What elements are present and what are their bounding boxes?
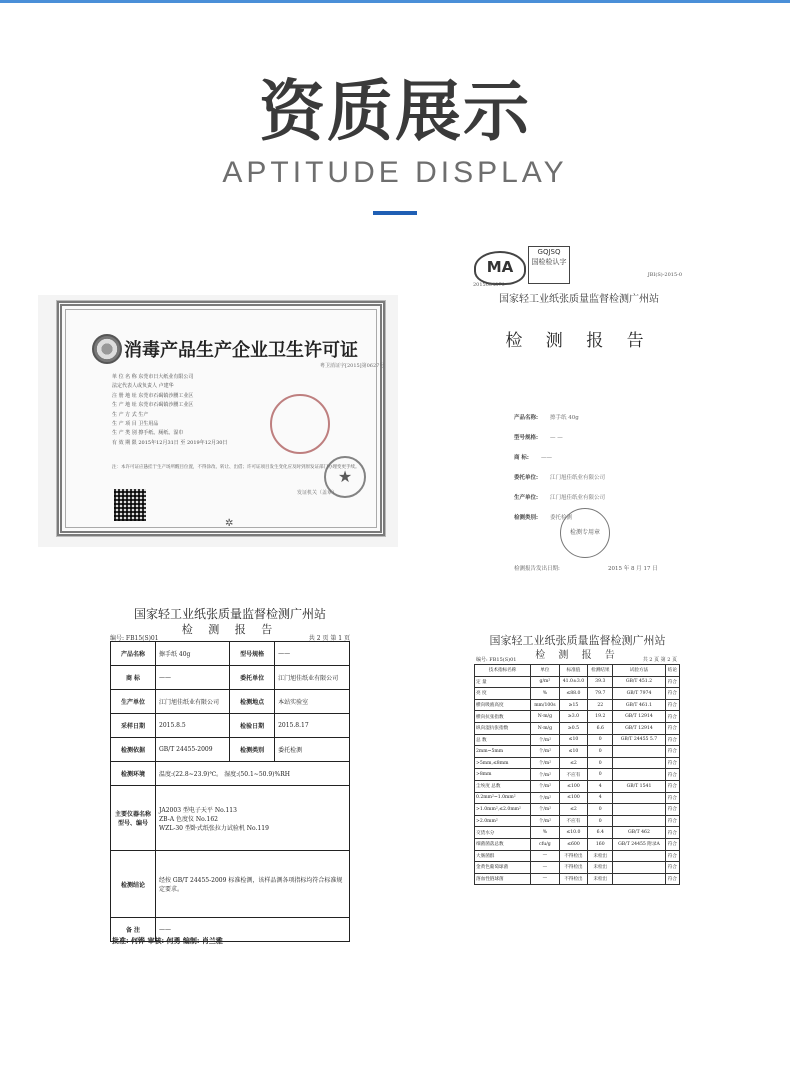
- qr-code-icon: [114, 489, 146, 521]
- title-underline: [373, 211, 417, 215]
- report-code: JBI(S)-2015-0: [647, 272, 682, 278]
- cover-field: 商 标: ——: [514, 455, 552, 461]
- table-cell: 符合: [665, 862, 679, 874]
- issuing-office: 发证机关（盖章）: [297, 490, 338, 496]
- report-organization: 国家轻工业纸张质量监督检测广州站: [499, 294, 659, 305]
- table-cell: 符合: [665, 676, 679, 688]
- table-row: [475, 734, 680, 746]
- table-cell: 符合: [665, 838, 679, 850]
- table-cell: GB/T 7974: [613, 688, 665, 700]
- table-cell: 0: [588, 757, 613, 769]
- table-cell: 个/m²: [531, 746, 560, 758]
- table-row: [475, 711, 680, 723]
- table-row: [475, 827, 680, 839]
- table-cell: GB/T 24455 附录A: [613, 838, 665, 850]
- report-organization: 国家轻工业纸张质量监督检测广州站: [133, 607, 326, 621]
- cover-field: 检测类别: 委托检测: [514, 515, 573, 521]
- table-cell: 不应有: [559, 769, 588, 781]
- table-cell: 0: [588, 734, 613, 746]
- table-cell: 2mm~5mm: [475, 746, 531, 758]
- table-row: [475, 746, 680, 758]
- table-row: [475, 862, 680, 874]
- table-cell: 符合: [665, 873, 679, 885]
- certificate-number: 粤卫消证字[2015]第0627号: [320, 363, 385, 369]
- certificate-row: 有 效 期 限 2015年12月31日 至 2019年12月30日: [112, 439, 228, 446]
- table-cell: 符合: [665, 734, 679, 746]
- hygiene-license-certificate[interactable]: [38, 295, 398, 547]
- table-cell: [613, 792, 665, 804]
- table-row: 采样日期 2015.8.5 检验日期 2015.8.17: [111, 714, 350, 738]
- table-cell: 尘埃度 总数: [475, 780, 531, 792]
- table-cell: 0: [588, 746, 613, 758]
- report-number: 编号: FB15(S)01: [476, 657, 517, 663]
- certificate-row: 生 产 类 别 擦手纸、厕纸、湿巾: [112, 430, 184, 437]
- certificate-frame: [57, 301, 385, 536]
- table-cell: 4: [588, 792, 613, 804]
- table-cell: ≤10: [559, 734, 588, 746]
- national-emblem-icon: [92, 334, 122, 364]
- table-cell: 总 数: [475, 734, 531, 746]
- table-row: [475, 792, 680, 804]
- cover-field: 生产单位: 江门旭佳纸业有限公司: [514, 495, 606, 501]
- certificate-row: 生 产 方 式 生产: [112, 411, 149, 418]
- table-cell: 个/m²: [531, 769, 560, 781]
- table-cell: 39.3: [588, 676, 613, 688]
- table-cell: GB/T 1541: [613, 780, 665, 792]
- table-cell: 160: [588, 838, 613, 850]
- table-cell: ≤88.0: [559, 688, 588, 700]
- table-cell: 个/m²: [531, 757, 560, 769]
- ma-logo: MA: [474, 251, 526, 285]
- table-row: 检测环境 温度:(22.8~23.9)℃。 湿度:(50.1~50.9)%RH: [111, 762, 350, 786]
- report-page: 共 2 页 第 2 页: [642, 657, 677, 663]
- table-cell: 符合: [665, 746, 679, 758]
- table-cell: 符合: [665, 769, 679, 781]
- report-title: 检 测 报 告: [535, 650, 620, 661]
- table-cell: [613, 804, 665, 816]
- table-cell: 个/m²: [531, 804, 560, 816]
- certificate-fields: [112, 373, 227, 448]
- table-row: 检测结论 经按 GB/T 24455-2009 标准检测，该样品测各项指标均符合标准规定要求。: [111, 851, 350, 918]
- table-cell: 不得检出: [559, 850, 588, 862]
- table-cell: —: [531, 850, 560, 862]
- table-cell: 0: [588, 804, 613, 816]
- table-cell: %: [531, 827, 560, 839]
- table-cell: —: [531, 862, 560, 874]
- certificate-row: 生 产 项 目 卫生用品: [112, 421, 159, 428]
- certificate-title: 消毒产品生产企业卫生许可证: [124, 340, 358, 361]
- certificate-row: 单 位 名 称 东莞市日大纸业有限公司: [112, 374, 194, 380]
- table-row: [475, 722, 680, 734]
- table-cell: 符合: [665, 699, 679, 711]
- test-report-page-2[interactable]: [470, 626, 685, 946]
- table-cell: N·m/g: [531, 711, 560, 723]
- table-row: 商 标 —— 委托单位 江门旭佳纸业有限公司: [111, 666, 350, 690]
- table-cell: 横向抗张指数: [475, 711, 531, 723]
- test-report-cover[interactable]: [468, 238, 690, 580]
- ornament-icon: ✲: [225, 518, 234, 529]
- table-cell: N·m/g: [531, 722, 560, 734]
- table-cell: 4: [588, 780, 613, 792]
- ma-code: 2015004370: [473, 282, 505, 288]
- table-cell: [613, 746, 665, 758]
- page-subtitle: APTITUDE DISPLAY: [222, 156, 568, 189]
- table-row: [475, 757, 680, 769]
- cover-field: 委托单位: 江门旭佳纸业有限公司: [514, 475, 606, 481]
- table-cell: 19.2: [588, 711, 613, 723]
- table-cell: 未检出: [588, 873, 613, 885]
- table-row: [475, 699, 680, 711]
- table-cell: >5mm,≤8mm: [475, 757, 531, 769]
- table-row: 主要仪器名称型号、编号 JA2003 型电子天平 No.113 ZB-A 色度仪 No.162 WZL-30 型卧式纸张拉力试验机 No.119: [111, 786, 350, 851]
- table-cell: 符合: [665, 722, 679, 734]
- table-cell: 未检出: [588, 862, 613, 874]
- table-cell: %: [531, 688, 560, 700]
- table-cell: GB/T 24455 5.7: [613, 734, 665, 746]
- company-seal: [270, 394, 330, 454]
- inspection-seal: 检测专用章: [560, 508, 610, 558]
- report-results-table: [474, 664, 680, 885]
- table-cell: 6.4: [588, 827, 613, 839]
- table-cell: [613, 769, 665, 781]
- report-signatures: 批准: 何铧 审核: 何勇 编制: 肖兰雅: [112, 936, 223, 945]
- table-cell: ≤100: [559, 792, 588, 804]
- table-cell: 符合: [665, 827, 679, 839]
- report-title: 检 测 报 告: [505, 331, 653, 351]
- table-cell: ≥3.0: [559, 711, 588, 723]
- table-cell: 6.6: [588, 722, 613, 734]
- table-row: [475, 850, 680, 862]
- table-cell: [613, 862, 665, 874]
- report-page: 共 2 页 第 1 页: [308, 635, 350, 642]
- issue-date-label: 检测报告发出日期:: [514, 566, 560, 572]
- report-info-table: [110, 641, 350, 942]
- report-number: 编号: FB15(S)01: [110, 635, 159, 642]
- table-cell: 个/m²: [531, 792, 560, 804]
- table-cell: >8mm: [475, 769, 531, 781]
- table-cell: GB/T 461.1: [613, 699, 665, 711]
- table-cell: 符合: [665, 757, 679, 769]
- table-cell: ≤2: [559, 757, 588, 769]
- certificate-row: 注 册 地 址 东莞市石碣镇沙腰工业区: [112, 392, 194, 399]
- table-cell: [613, 815, 665, 827]
- report-organization: 国家轻工业纸张质量监督检测广州站: [489, 634, 666, 647]
- table-cell: ≤2: [559, 804, 588, 816]
- table-cell: 溶血性链球菌: [475, 873, 531, 885]
- table-cell: 纵向湿抗张指数: [475, 722, 531, 734]
- table-cell: 个/m²: [531, 780, 560, 792]
- certificate-row: 法定代表人或负责人 卢建华: [112, 383, 174, 390]
- table-cell: [613, 757, 665, 769]
- table-cell: ≥15: [559, 699, 588, 711]
- table-cell: 未检出: [588, 850, 613, 862]
- official-seal: [324, 456, 366, 498]
- table-row: [475, 838, 680, 850]
- table-cell: >1.0mm²,≤2.0mm²: [475, 804, 531, 816]
- gqjsq-logo: [528, 246, 570, 284]
- star-icon: ★: [337, 467, 353, 487]
- table-row: 检测依据 GB/T 24455-2009 检测类别 委托检测: [111, 738, 350, 762]
- page-title: 资质展示: [259, 73, 531, 150]
- table-cell: mm/100s: [531, 699, 560, 711]
- table-row: [475, 804, 680, 816]
- table-cell: 0: [588, 769, 613, 781]
- table-cell: 41.0±3.0: [559, 676, 588, 688]
- table-cell: ≤600: [559, 838, 588, 850]
- certificate-row: 生 产 地 址 东莞市石碣镇沙腰工业区: [112, 402, 194, 409]
- gqjsq-text: GQJSQ: [537, 248, 561, 256]
- cover-field: 型号规格: — —: [514, 435, 563, 441]
- table-cell: g/m²: [531, 676, 560, 688]
- table-cell: GB/T 12914: [613, 711, 665, 723]
- table-header-row: 技术指标名称 单位 标准值 检测结果 试验方法 结论: [475, 665, 680, 677]
- table-cell: >2.0mm²: [475, 815, 531, 827]
- table-cell: 符合: [665, 850, 679, 862]
- table-cell: 符合: [665, 780, 679, 792]
- gqjsq-sub: 国检检认字: [531, 258, 567, 266]
- table-cell: 不得检出: [559, 873, 588, 885]
- table-cell: 个/m²: [531, 734, 560, 746]
- table-row: [475, 769, 680, 781]
- table-cell: 符合: [665, 804, 679, 816]
- report-title: 检 测 报 告: [181, 623, 279, 636]
- table-row: [475, 873, 680, 885]
- table-row: [475, 815, 680, 827]
- table-cell: [613, 873, 665, 885]
- table-cell: 金黄色葡萄球菌: [475, 862, 531, 874]
- table-cell: 79.7: [588, 688, 613, 700]
- table-cell: cfu/g: [531, 838, 560, 850]
- table-cell: GB/T 12914: [613, 722, 665, 734]
- table-cell: 符合: [665, 792, 679, 804]
- table-cell: 0: [588, 815, 613, 827]
- table-cell: 个/m²: [531, 815, 560, 827]
- table-cell: ≤10: [559, 746, 588, 758]
- table-row: 备 注 ——: [111, 918, 350, 942]
- table-row: 产品名称 擦手纸 40g 型号规格 ——: [111, 642, 350, 666]
- table-cell: 符合: [665, 815, 679, 827]
- table-cell: ≤100: [559, 780, 588, 792]
- table-cell: 细菌菌落总数: [475, 838, 531, 850]
- cover-field: 产品名称: 擦手纸 40g: [514, 415, 579, 421]
- test-report-page-1[interactable]: [100, 600, 360, 972]
- top-accent-bar: [0, 0, 790, 3]
- table-cell: GB/T 462: [613, 827, 665, 839]
- certificate-note: 注：本许可证应悬挂于生产场所醒目位置，不得涂改、转让、出借；许可证项目发生变化应及时到原发证部门办理变更手续。: [112, 465, 360, 470]
- table-cell: [613, 850, 665, 862]
- table-row: [475, 780, 680, 792]
- table-cell: —: [531, 873, 560, 885]
- table-row: [475, 676, 680, 688]
- table-cell: ≤10.0: [559, 827, 588, 839]
- table-cell: 亮 度: [475, 688, 531, 700]
- table-cell: 符合: [665, 688, 679, 700]
- table-cell: 符合: [665, 711, 679, 723]
- table-cell: 不应有: [559, 815, 588, 827]
- table-cell: 0.2mm²~1.0mm²: [475, 792, 531, 804]
- table-cell: 22: [588, 699, 613, 711]
- issue-date: 2015 年 8 月 17 日: [608, 566, 658, 572]
- table-cell: 交货水分: [475, 827, 531, 839]
- table-cell: 不得检出: [559, 862, 588, 874]
- table-cell: GB/T 451.2: [613, 676, 665, 688]
- table-row: [475, 688, 680, 700]
- table-cell: 大肠菌群: [475, 850, 531, 862]
- table-cell: ≥0.5: [559, 722, 588, 734]
- table-cell: 横向吸液高度: [475, 699, 531, 711]
- table-row: 生产单位 江门旭佳纸业有限公司 检测地点 本站实验室: [111, 690, 350, 714]
- table-cell: 定 量: [475, 676, 531, 688]
